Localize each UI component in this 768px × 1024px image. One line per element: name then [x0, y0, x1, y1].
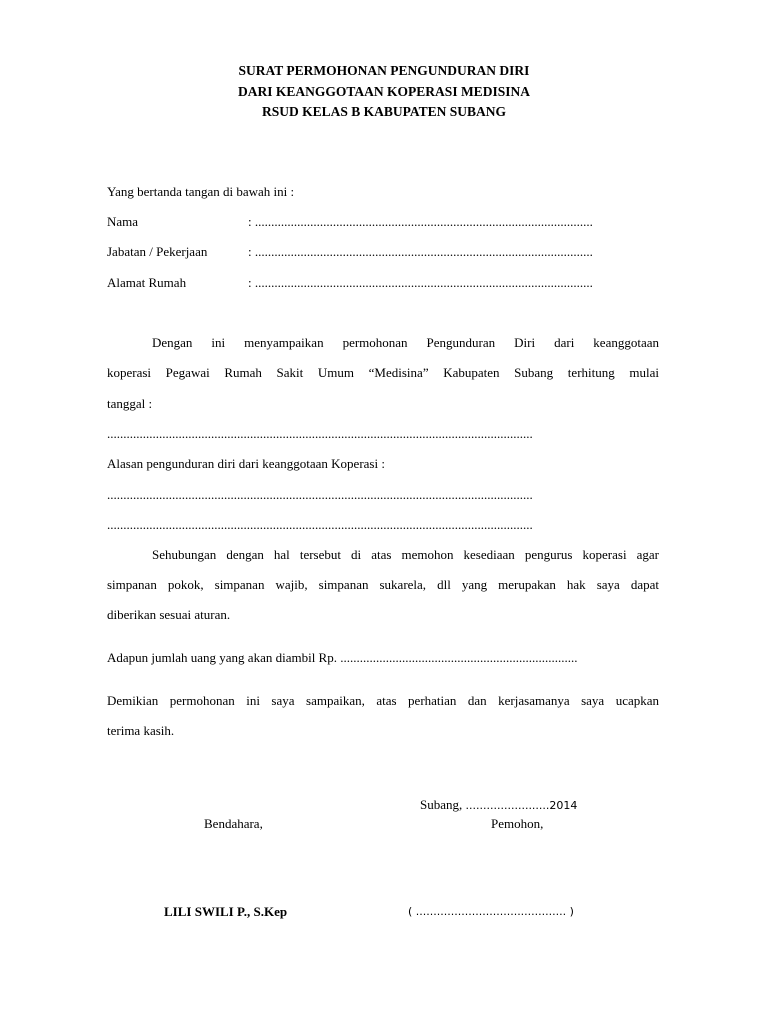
reason-dotted-line-1: ................................................................................................................................... [107, 487, 533, 502]
signature-year: 2014 [549, 799, 578, 812]
title-line-1: SURAT PERMOHONAN PENGUNDURAN DIRI [238, 63, 530, 78]
signature-place-date [420, 797, 577, 814]
reason-dotted-line-2: ................................................................................................................................... [107, 517, 533, 532]
paragraph-2-line-3: diberikan sesuai aturan. [107, 607, 231, 622]
signature-left-name: LILI SWILI P., S.Kep [164, 904, 288, 919]
paragraph-2-line-2: simpanan pokok, simpanan wajib, simpanan sukarela, dll yang merupakan hak saya dapat [107, 577, 659, 592]
paragraph-2-line-1: Sehubungan dengan hal tersebut di atas memohon kesediaan pengurus koperasi agar [152, 547, 659, 562]
closing-line-1: Demikian permohonan ini saya sampaikan, atas perhatian dan kerjasamanya saya ucapkan [107, 693, 659, 708]
field-label-jabatan: Jabatan / Pekerjaan [107, 244, 208, 259]
reason-label: Alasan pengunduran diri dari keanggotaan Koperasi : [107, 456, 385, 471]
field-label-alamat: Alamat Rumah [107, 275, 187, 290]
field-value-alamat: : ........................................................................................................ [248, 275, 593, 290]
date-dotted-line: ................................................................................................................................... [107, 426, 533, 441]
paragraph-1-line-3: tanggal : [107, 396, 153, 411]
signature-left-role: Bendahara, [204, 816, 263, 831]
title-line-3: RSUD KELAS B KABUPATEN SUBANG [261, 104, 507, 119]
intro-text: Yang bertanda tangan di bawah ini : [107, 184, 295, 199]
signature-right-role: Pemohon, [491, 816, 544, 831]
field-value-jabatan: : ........................................................................................................ [248, 244, 593, 259]
signature-place: Subang, [420, 797, 463, 812]
paragraph-1-line-1: Dengan ini menyampaikan permohonan Pengunduran Diri dari keanggotaan [152, 335, 659, 350]
signature-right-name: ( ........................................... ) [408, 905, 574, 918]
title-line-2: DARI KEANGGOTAAN KOPERASI MEDISINA [238, 84, 530, 99]
field-value-nama: : ........................................................................................................ [248, 214, 593, 229]
paragraph-1-line-2: koperasi Pegawai Rumah Sakit Umum “Medisina” Kabupaten Subang terhitung mulai [107, 365, 659, 380]
signature-date-dots: ........................ [465, 799, 550, 812]
closing-line-2: terima kasih. [107, 723, 175, 738]
amount-line: Adapun jumlah uang yang akan diambil Rp. ......................................................................... [107, 650, 578, 665]
field-label-nama: Nama [107, 214, 139, 229]
